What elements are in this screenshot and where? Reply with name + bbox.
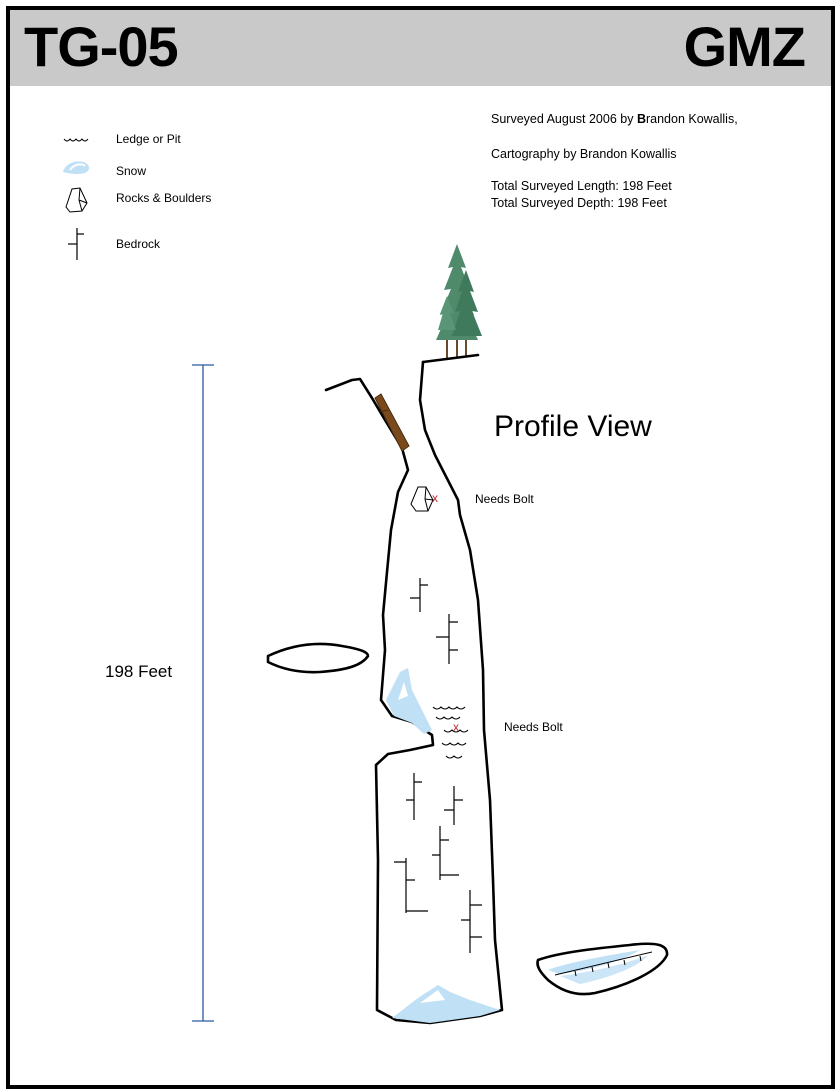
legend — [63, 132, 211, 260]
ledge-icon — [64, 139, 88, 141]
cave-id: TG-05 — [24, 15, 178, 78]
legend-label-rocks: Rocks & Boulders — [116, 191, 212, 205]
survey-credits — [491, 112, 738, 210]
bolt-note-2: Needs Bolt — [504, 720, 563, 734]
length-line: Total Surveyed Length: 198 Feet — [491, 179, 672, 193]
depth-label: 198 Feet — [105, 662, 173, 681]
depth-line: Total Surveyed Depth: 198 Feet — [491, 196, 667, 210]
tree-icon — [436, 244, 482, 358]
bolt-note-1: Needs Bolt — [475, 492, 534, 506]
rocks-icon — [411, 487, 433, 511]
view-title: Profile View — [494, 410, 652, 443]
bedrock-icon — [68, 228, 84, 260]
log-icon — [375, 394, 409, 451]
ledge-icon — [433, 707, 468, 758]
snow-icon — [63, 161, 89, 174]
cave-outline — [268, 355, 667, 1023]
rocks-icon — [66, 188, 87, 212]
legend-label-ledge: Ledge or Pit — [116, 132, 181, 146]
legend-label-bedrock: Bedrock — [116, 237, 161, 251]
region-code: GMZ — [683, 15, 805, 78]
bolt-mark-1: x — [432, 491, 438, 505]
depth-scale — [192, 365, 214, 1021]
surveyed-line: Surveyed August 2006 by Brandon Kowallis, — [491, 112, 738, 126]
bedrock-icon — [394, 578, 482, 953]
bolt-mark-2: x — [453, 720, 459, 734]
cartography-line: Cartography by Brandon Kowallis — [491, 147, 677, 161]
legend-label-snow: Snow — [116, 164, 147, 178]
